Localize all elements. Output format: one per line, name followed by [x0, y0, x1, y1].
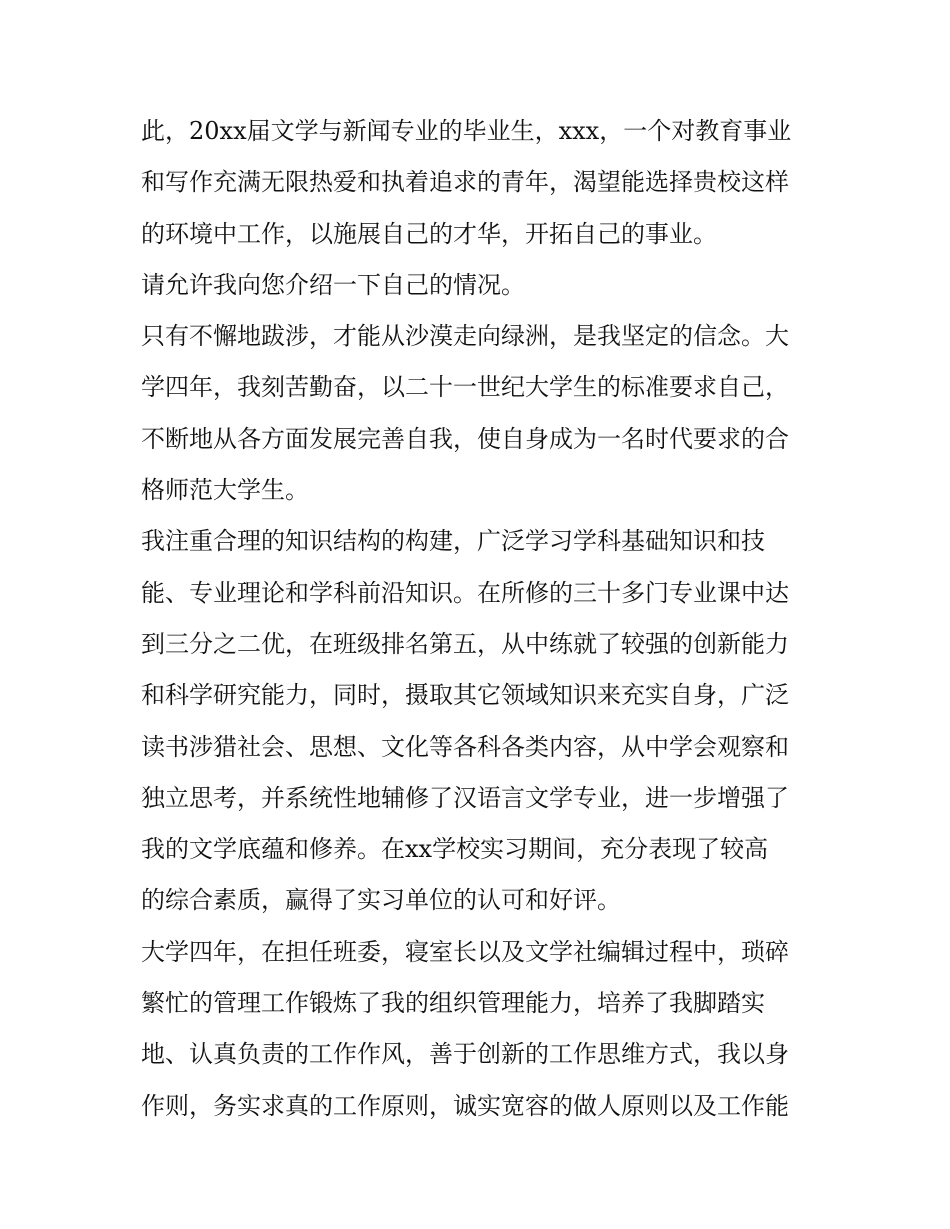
text-line: 和科学研究能力，同时，摄取其它领域知识来充实自身，广泛 [141, 681, 789, 710]
text-line: 和写作充满无限热爱和执着追求的青年，渴望能选择贵校这样 [141, 168, 789, 197]
text-line: 我注重合理的知识结构的构建，广泛学习学科基础知识和技 [141, 527, 765, 556]
text-line: 到三分之二优，在班级排名第五，从中练就了较强的创新能力 [141, 629, 789, 658]
text-line: 作则，务实求真的工作原则，诚实宽容的做人原则以及工作能 [141, 1091, 789, 1120]
text-line: 只有不懈地跋涉，才能从沙漠走向绿洲，是我坚定的信念。大 [141, 322, 789, 351]
text-line: 繁忙的管理工作锻炼了我的组织管理能力，培养了我脚踏实 [141, 989, 765, 1018]
text-line: 能、专业理论和学科前沿知识。在所修的三十多门专业课中达 [141, 578, 789, 607]
text-line: 此，20xx届文学与新闻专业的毕业生，xxx，一个对教育事业 [141, 117, 792, 145]
text-line: 不断地从各方面发展完善自我，使自身成为一名时代要求的合 [141, 424, 789, 453]
text-line: 独立思考，并系统性地辅修了汉语言文学专业，进一步增强了 [141, 783, 789, 812]
text-line: 我的文学底蕴和修养。在xx学校实习期间，充分表现了较高 [141, 835, 769, 864]
text-line: 学四年，我刻苦勤奋，以二十一世纪大学生的标准要求自己， [141, 373, 789, 402]
text-line: 的综合素质，赢得了实习单位的认可和好评。 [141, 886, 621, 915]
text-line: 地、认真负责的工作作风，善于创新的工作思维方式，我以身 [141, 1040, 789, 1069]
text-line: 格师范大学生。 [141, 476, 309, 505]
text-line: 大学四年，在担任班委，寝室长以及文学社编辑过程中，琐碎 [141, 937, 789, 966]
text-line: 读书涉猎社会、思想、文化等各科各类内容，从中学会观察和 [141, 732, 789, 761]
text-line: 的环境中工作，以施展自己的才华，开拓自己的事业。 [141, 219, 717, 248]
text-line: 请允许我向您介绍一下自己的情况。 [141, 270, 525, 299]
body-text [141, 106, 821, 1132]
